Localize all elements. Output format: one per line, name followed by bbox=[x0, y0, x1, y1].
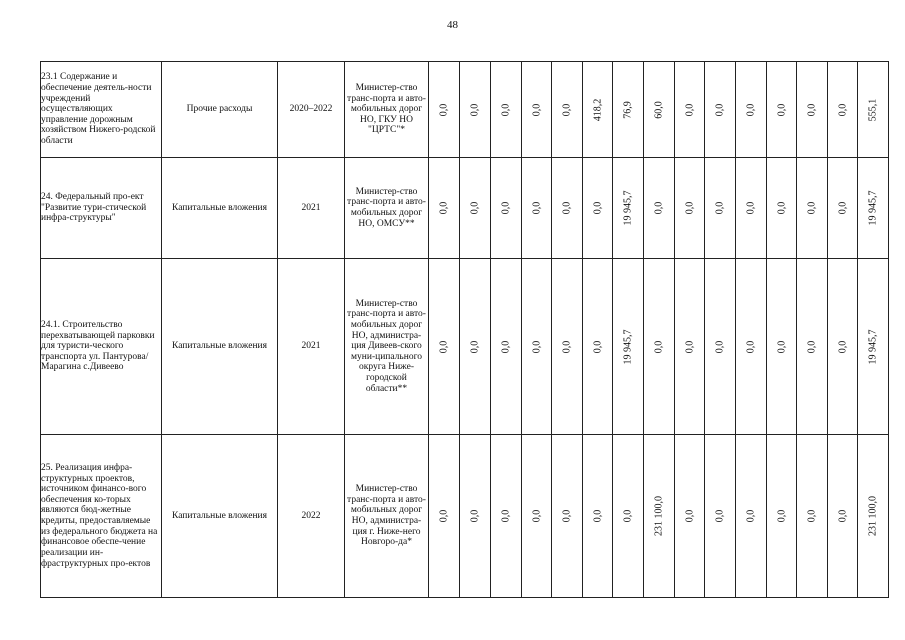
value: 19 945,7 bbox=[622, 329, 634, 364]
value-cell bbox=[797, 158, 828, 259]
value-cell bbox=[767, 435, 797, 598]
period: 2021 bbox=[278, 158, 345, 259]
value: 555,1 bbox=[867, 98, 879, 121]
responsible-org: Министер-ство транс-порта и авто-мобильных дорог НО, администра-ция Дивеев-ского муни-ципального округа Ниже-городской области** bbox=[345, 259, 429, 435]
row-name: 24.1. Строительство перехватывающей парковки для туристи-ческого транспорта ул. Пантурова/Марагина с.Дивеево bbox=[41, 259, 162, 435]
row-name: 25. Реализация инфра-структурных проектов, источником финансо-вого обеспечения ко-торых являются бюд-жетные кредиты, предоставляемые из федерального бюджета на финансовое обеспе-чение реализации ин-фраструктурных про-ектов bbox=[41, 435, 162, 598]
value: 0,0 bbox=[745, 201, 757, 215]
row-name: 24. Федеральный про-ект "Развитие тури-стической инфра-структуры" bbox=[41, 158, 162, 259]
value: 0,0 bbox=[438, 201, 450, 215]
table-row bbox=[41, 62, 889, 158]
value-cell-total bbox=[858, 158, 889, 259]
value-cell bbox=[828, 435, 858, 598]
value-cell-total bbox=[858, 62, 889, 158]
value: 0,0 bbox=[530, 201, 542, 215]
value: 19 945,7 bbox=[622, 190, 634, 226]
value-cell bbox=[552, 158, 583, 259]
value: 0,0 bbox=[591, 509, 603, 523]
value-cell bbox=[429, 259, 460, 435]
value: 0,0 bbox=[683, 509, 695, 523]
value: 76,9 bbox=[622, 100, 634, 119]
value: 0,0 bbox=[561, 103, 573, 116]
page-number: 48 bbox=[447, 19, 458, 31]
value: 19 945,7 bbox=[867, 190, 879, 226]
value-cell bbox=[675, 435, 705, 598]
value-cell-total bbox=[858, 435, 889, 598]
value: 0,0 bbox=[836, 509, 848, 523]
value: 0,0 bbox=[500, 201, 512, 215]
value-cell bbox=[522, 259, 552, 435]
value: 0,0 bbox=[775, 340, 787, 353]
value-cell bbox=[644, 158, 675, 259]
value-cell bbox=[613, 158, 644, 259]
value-cell bbox=[552, 435, 583, 598]
value-cell bbox=[767, 158, 797, 259]
period: 2021 bbox=[278, 259, 345, 435]
value-cell bbox=[767, 62, 797, 158]
value: 0,0 bbox=[714, 103, 726, 116]
value: 0,0 bbox=[469, 509, 481, 523]
value-cell bbox=[429, 435, 460, 598]
value-cell bbox=[429, 62, 460, 158]
value: 0,0 bbox=[561, 340, 573, 353]
value-cell bbox=[736, 435, 767, 598]
value: 0,0 bbox=[836, 103, 848, 116]
value-cell bbox=[460, 62, 491, 158]
value: 0,0 bbox=[745, 340, 757, 353]
value-cell bbox=[522, 435, 552, 598]
value-cell bbox=[583, 158, 613, 259]
value: 0,0 bbox=[836, 201, 848, 215]
value: 0,0 bbox=[591, 340, 603, 353]
value-cell bbox=[797, 259, 828, 435]
value: 0,0 bbox=[622, 509, 634, 523]
value-cell bbox=[522, 62, 552, 158]
value-cell bbox=[583, 259, 613, 435]
value: 0,0 bbox=[591, 201, 603, 215]
value: 0,0 bbox=[438, 340, 450, 353]
value: 19 945,7 bbox=[867, 329, 879, 364]
value-cell bbox=[797, 435, 828, 598]
value-cell bbox=[613, 259, 644, 435]
value-cell bbox=[705, 259, 736, 435]
value-cell bbox=[429, 158, 460, 259]
value: 0,0 bbox=[683, 340, 695, 353]
table-row bbox=[41, 435, 889, 598]
value-cell bbox=[460, 158, 491, 259]
value-cell bbox=[552, 62, 583, 158]
value-cell bbox=[705, 435, 736, 598]
value-cell bbox=[522, 158, 552, 259]
expense-type: Прочие расходы bbox=[162, 62, 278, 158]
value-cell bbox=[736, 259, 767, 435]
period: 2020–2022 bbox=[278, 62, 345, 158]
value-cell bbox=[491, 158, 522, 259]
value: 0,0 bbox=[530, 509, 542, 523]
value: 418,2 bbox=[591, 98, 603, 121]
value-cell bbox=[491, 435, 522, 598]
value: 0,0 bbox=[438, 509, 450, 523]
value-cell bbox=[675, 62, 705, 158]
value: 0,0 bbox=[775, 103, 787, 116]
value: 0,0 bbox=[653, 340, 665, 353]
value: 0,0 bbox=[500, 340, 512, 353]
value: 0,0 bbox=[806, 340, 818, 353]
expense-type: Капитальные вложения bbox=[162, 435, 278, 598]
value-cell bbox=[828, 158, 858, 259]
value: 0,0 bbox=[469, 340, 481, 353]
table-row bbox=[41, 259, 889, 435]
value-cell bbox=[460, 259, 491, 435]
value-cell bbox=[583, 435, 613, 598]
value-cell bbox=[644, 435, 675, 598]
value-cell bbox=[644, 259, 675, 435]
value: 0,0 bbox=[561, 509, 573, 523]
period: 2022 bbox=[278, 435, 345, 598]
value-cell bbox=[736, 62, 767, 158]
value: 231 100,0 bbox=[867, 496, 879, 536]
value: 0,0 bbox=[714, 340, 726, 353]
value: 0,0 bbox=[806, 201, 818, 215]
value: 0,0 bbox=[775, 509, 787, 523]
value: 0,0 bbox=[561, 201, 573, 215]
expense-type: Капитальные вложения bbox=[162, 158, 278, 259]
value: 0,0 bbox=[530, 103, 542, 116]
value-cell bbox=[828, 62, 858, 158]
value-cell bbox=[583, 62, 613, 158]
budget-table bbox=[40, 61, 889, 598]
value: 0,0 bbox=[745, 103, 757, 116]
value: 0,0 bbox=[775, 201, 787, 215]
value-cell bbox=[552, 259, 583, 435]
value-cell bbox=[705, 158, 736, 259]
value-cell bbox=[828, 259, 858, 435]
value-cell bbox=[491, 259, 522, 435]
value: 231 100,0 bbox=[653, 496, 665, 536]
value: 0,0 bbox=[530, 340, 542, 353]
value: 0,0 bbox=[500, 509, 512, 523]
row-name: 23.1 Содержание и обеспечение деятель-ности учреждений осуществляющих управление дорожным хозяйством Нижего-родской области bbox=[41, 62, 162, 158]
value-cell bbox=[767, 259, 797, 435]
value-cell bbox=[613, 435, 644, 598]
value: 0,0 bbox=[836, 340, 848, 353]
value-cell bbox=[644, 62, 675, 158]
value-cell bbox=[675, 158, 705, 259]
value-cell bbox=[797, 62, 828, 158]
value: 0,0 bbox=[653, 201, 665, 215]
value-cell bbox=[491, 62, 522, 158]
value: 60,0 bbox=[653, 100, 665, 119]
value: 0,0 bbox=[714, 201, 726, 215]
value-cell bbox=[460, 435, 491, 598]
value: 0,0 bbox=[683, 201, 695, 215]
value: 0,0 bbox=[438, 103, 450, 116]
responsible-org: Министер-ство транс-порта и авто-мобильных дорог НО, ОМСУ** bbox=[345, 158, 429, 259]
value: 0,0 bbox=[806, 103, 818, 116]
responsible-org: Министер-ство транс-порта и авто-мобильных дорог НО, администра-ция г. Ниже-него Новгоро-да* bbox=[345, 435, 429, 598]
responsible-org: Министер-ство транс-порта и авто-мобильных дорог НО, ГКУ НО "ЦРТС"* bbox=[345, 62, 429, 158]
value: 0,0 bbox=[806, 509, 818, 523]
value: 0,0 bbox=[469, 201, 481, 215]
value-cell bbox=[613, 62, 644, 158]
value-cell bbox=[736, 158, 767, 259]
value-cell bbox=[705, 62, 736, 158]
value: 0,0 bbox=[683, 103, 695, 116]
value: 0,0 bbox=[745, 509, 757, 523]
value-cell bbox=[675, 259, 705, 435]
expense-type: Капитальные вложения bbox=[162, 259, 278, 435]
value: 0,0 bbox=[500, 103, 512, 116]
table-row bbox=[41, 158, 889, 259]
value-cell-total bbox=[858, 259, 889, 435]
value: 0,0 bbox=[714, 509, 726, 523]
value: 0,0 bbox=[469, 103, 481, 116]
